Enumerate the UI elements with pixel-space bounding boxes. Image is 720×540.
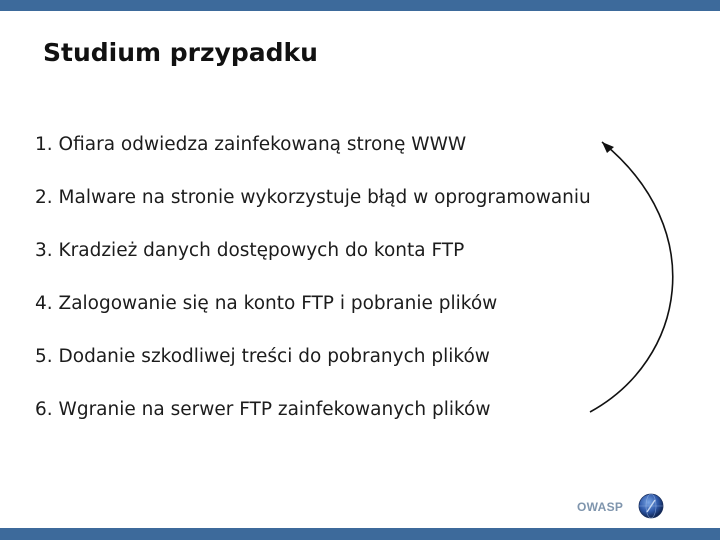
- step-6: 6. Wgranie na serwer FTP zainfekowanych plików: [35, 399, 491, 420]
- cycle-arrow-icon: [590, 130, 700, 420]
- step-3: 3. Kradzież danych dostępowych do konta FTP: [35, 240, 465, 261]
- top-bar: [0, 0, 720, 11]
- bottom-bar: [0, 528, 720, 540]
- slide-title: Studium przypadku: [43, 38, 318, 67]
- step-list: [35, 132, 635, 450]
- owasp-globe-icon: [638, 493, 664, 519]
- step-2: 2. Malware na stronie wykorzystuje błąd w oprogramowaniu: [35, 187, 591, 208]
- step-1: 1. Ofiara odwiedza zainfekowaną stronę WWW: [35, 134, 467, 155]
- step-4: 4. Zalogowanie się na konto FTP i pobranie plików: [35, 293, 498, 314]
- owasp-brand: OWASP: [577, 500, 624, 514]
- step-5: 5. Dodanie szkodliwej treści do pobranych plików: [35, 346, 490, 367]
